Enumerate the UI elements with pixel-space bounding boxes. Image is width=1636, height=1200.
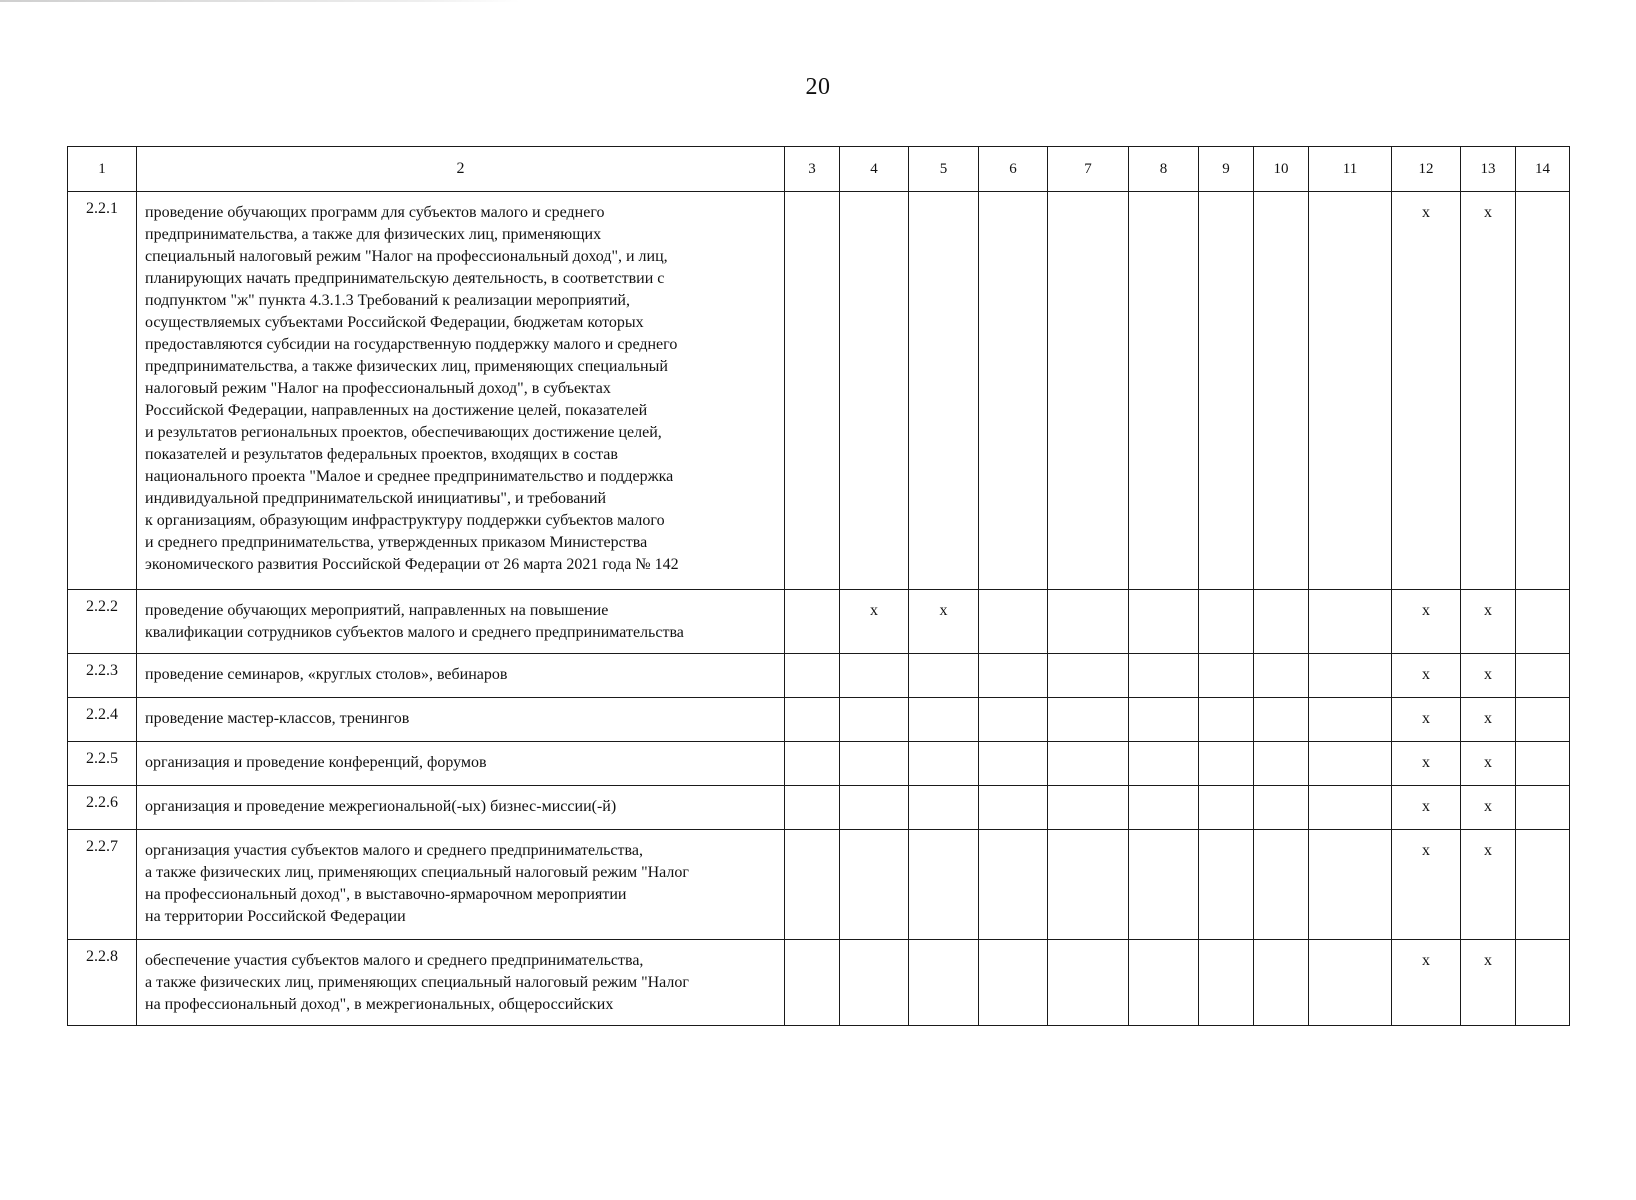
mark-cell-col-13: x	[1461, 192, 1516, 590]
mark-cell-col-3	[785, 830, 840, 940]
mark-cell-col-10	[1254, 654, 1309, 698]
mark-cell-col-14	[1516, 786, 1570, 830]
mark-cell-col-11	[1309, 654, 1392, 698]
description-line: и результатов региональных проектов, обеспечивающих достижение целей,	[145, 424, 662, 441]
mark-cell-col-3	[785, 940, 840, 1026]
row-code: 2.2.1	[68, 192, 137, 590]
table-row	[68, 654, 1570, 698]
row-description	[137, 192, 785, 590]
mark-cell-col-5	[909, 830, 979, 940]
row-code: 2.2.8	[68, 940, 137, 1026]
description-line: к организациям, образующим инфраструктуру поддержки субъектов малого	[145, 512, 665, 529]
mark-cell-col-12: x	[1392, 698, 1461, 742]
mark-cell-col-7	[1048, 830, 1129, 940]
column-header-6: 6	[979, 147, 1048, 192]
mark-cell-col-7	[1048, 786, 1129, 830]
description-line: показателей и результатов федеральных проектов, входящих в состав	[145, 446, 618, 463]
mark-cell-col-10	[1254, 940, 1309, 1026]
description-line: налоговый режим "Налог на профессиональный доход", в субъектах	[145, 380, 611, 397]
description-line: предоставляются субсидии на государственную поддержку малого и среднего	[145, 336, 678, 353]
description-line: планирующих начать предпринимательскую деятельность, в соответствии с	[145, 270, 665, 287]
description-line: квалификации сотрудников субъектов малого и среднего предпринимательства	[145, 624, 684, 641]
mark-cell-col-5	[909, 192, 979, 590]
description-line: и среднего предпринимательства, утвержденных приказом Министерства	[145, 534, 648, 551]
column-header-5: 5	[909, 147, 979, 192]
description-line: Российской Федерации, направленных на достижение целей, показателей	[145, 402, 648, 419]
mark-cell-col-14	[1516, 742, 1570, 786]
column-header-9: 9	[1199, 147, 1254, 192]
column-header-7: 7	[1048, 147, 1129, 192]
description-line: индивидуальной предпринимательской инициативы", и требований	[145, 490, 607, 507]
mark-cell-col-9	[1199, 940, 1254, 1026]
mark-cell-col-4: x	[840, 590, 909, 654]
description-line: подпунктом "ж" пункта 4.3.1.3 Требований к реализации мероприятий,	[145, 292, 630, 309]
mark-cell-col-7	[1048, 742, 1129, 786]
row-code: 2.2.7	[68, 830, 137, 940]
mark-cell-col-13: x	[1461, 940, 1516, 1026]
mark-cell-col-4	[840, 786, 909, 830]
row-description	[137, 590, 785, 654]
mark-cell-col-14	[1516, 830, 1570, 940]
mark-cell-col-8	[1129, 742, 1199, 786]
mark-cell-col-8	[1129, 192, 1199, 590]
description-line: а также физических лиц, применяющих специальный налоговый режим "Налог	[145, 974, 689, 991]
mark-cell-col-8	[1129, 654, 1199, 698]
mark-cell-col-9	[1199, 192, 1254, 590]
mark-cell-col-10	[1254, 830, 1309, 940]
mark-cell-col-7	[1048, 590, 1129, 654]
table-row	[68, 940, 1570, 1026]
mark-cell-col-3	[785, 590, 840, 654]
row-code: 2.2.5	[68, 742, 137, 786]
mark-cell-col-10	[1254, 698, 1309, 742]
mark-cell-col-6	[979, 940, 1048, 1026]
description-line: на территории Российской Федерации	[145, 908, 406, 925]
table-row	[68, 786, 1570, 830]
mark-cell-col-7	[1048, 940, 1129, 1026]
mark-cell-col-4	[840, 192, 909, 590]
column-header-3: 3	[785, 147, 840, 192]
mark-cell-col-3	[785, 698, 840, 742]
mark-cell-col-12: x	[1392, 830, 1461, 940]
mark-cell-col-8	[1129, 698, 1199, 742]
mark-cell-col-6	[979, 786, 1048, 830]
column-header-10: 10	[1254, 147, 1309, 192]
table-body	[68, 192, 1570, 1026]
table-row	[68, 698, 1570, 742]
mark-cell-col-12: x	[1392, 192, 1461, 590]
mark-cell-col-4	[840, 742, 909, 786]
mark-cell-col-5	[909, 786, 979, 830]
mark-cell-col-3	[785, 742, 840, 786]
column-header-2: 2	[137, 147, 785, 192]
mark-cell-col-13: x	[1461, 654, 1516, 698]
mark-cell-col-9	[1199, 742, 1254, 786]
description-line: проведение обучающих мероприятий, направленных на повышение	[145, 602, 609, 619]
mark-cell-col-12: x	[1392, 654, 1461, 698]
table-row	[68, 590, 1570, 654]
row-description	[137, 940, 785, 1026]
description-line: предпринимательства, а также для физических лиц, применяющих	[145, 226, 602, 243]
row-description	[137, 786, 785, 830]
table-header-row	[68, 147, 1570, 192]
scan-edge-line	[0, 0, 520, 2]
mark-cell-col-10	[1254, 590, 1309, 654]
mark-cell-col-9	[1199, 654, 1254, 698]
mark-cell-col-4	[840, 654, 909, 698]
column-header-11: 11	[1309, 147, 1392, 192]
mark-cell-col-11	[1309, 698, 1392, 742]
description-line: на профессиональный доход", в межрегиональных, общероссийских	[145, 996, 614, 1013]
description-line: специальный налоговый режим "Налог на профессиональный доход", и лиц,	[145, 248, 668, 265]
column-header-4: 4	[840, 147, 909, 192]
mark-cell-col-14	[1516, 698, 1570, 742]
page-number: 20	[805, 74, 831, 100]
mark-cell-col-12: x	[1392, 786, 1461, 830]
mark-cell-col-8	[1129, 590, 1199, 654]
mark-cell-col-4	[840, 830, 909, 940]
description-line: обеспечение участия субъектов малого и среднего предпринимательства,	[145, 952, 644, 969]
mark-cell-col-6	[979, 590, 1048, 654]
row-description	[137, 742, 785, 786]
mark-cell-col-7	[1048, 698, 1129, 742]
description-line: проведение обучающих программ для субъектов малого и среднего	[145, 204, 605, 221]
mark-cell-col-8	[1129, 786, 1199, 830]
mark-cell-col-6	[979, 742, 1048, 786]
description-line: экономического развития Российской Федерации от 26 марта 2021 года № 142	[145, 556, 679, 573]
mark-cell-col-10	[1254, 742, 1309, 786]
mark-cell-col-6	[979, 830, 1048, 940]
mark-cell-col-12: x	[1392, 590, 1461, 654]
mark-cell-col-11	[1309, 940, 1392, 1026]
row-description	[137, 654, 785, 698]
column-header-14: 14	[1516, 147, 1570, 192]
column-header-8: 8	[1129, 147, 1199, 192]
mark-cell-col-13: x	[1461, 742, 1516, 786]
description-line: организация и проведение конференций, форумов	[145, 754, 487, 771]
mark-cell-col-14	[1516, 590, 1570, 654]
mark-cell-col-5	[909, 940, 979, 1026]
row-code: 2.2.3	[68, 654, 137, 698]
description-line: проведение мастер-классов, тренингов	[145, 710, 410, 727]
mark-cell-col-9	[1199, 698, 1254, 742]
mark-cell-col-7	[1048, 192, 1129, 590]
mark-cell-col-13: x	[1461, 698, 1516, 742]
mark-cell-col-5	[909, 698, 979, 742]
mark-cell-col-11	[1309, 590, 1392, 654]
mark-cell-col-8	[1129, 940, 1199, 1026]
mark-cell-col-13: x	[1461, 830, 1516, 940]
mark-cell-col-3	[785, 192, 840, 590]
description-line: предпринимательства, а также физических лиц, применяющих специальный	[145, 358, 668, 375]
description-line: национального проекта "Малое и среднее предпринимательство и поддержка	[145, 468, 674, 485]
mark-cell-col-5: x	[909, 590, 979, 654]
row-code: 2.2.6	[68, 786, 137, 830]
mark-cell-col-9	[1199, 786, 1254, 830]
description-line: на профессиональный доход", в выставочно-ярмарочном мероприятии	[145, 886, 627, 903]
mark-cell-col-11	[1309, 742, 1392, 786]
description-line: проведение семинаров, «круглых столов», вебинаров	[145, 666, 508, 683]
mark-cell-col-6	[979, 654, 1048, 698]
column-header-1: 1	[68, 147, 137, 192]
mark-cell-col-11	[1309, 786, 1392, 830]
mark-cell-col-9	[1199, 590, 1254, 654]
mark-cell-col-3	[785, 654, 840, 698]
mark-cell-col-13: x	[1461, 786, 1516, 830]
measures-table	[67, 146, 1570, 1026]
mark-cell-col-6	[979, 698, 1048, 742]
mark-cell-col-6	[979, 192, 1048, 590]
mark-cell-col-5	[909, 654, 979, 698]
description-line: осуществляемых субъектами Российской Федерации, бюджетам которых	[145, 314, 644, 331]
description-line: организация участия субъектов малого и среднего предпринимательства,	[145, 842, 643, 859]
column-header-12: 12	[1392, 147, 1461, 192]
mark-cell-col-14	[1516, 192, 1570, 590]
mark-cell-col-4	[840, 940, 909, 1026]
row-description	[137, 830, 785, 940]
description-line: организация и проведение межрегиональной(-ых) бизнес-миссии(-й)	[145, 798, 617, 815]
mark-cell-col-3	[785, 786, 840, 830]
mark-cell-col-11	[1309, 830, 1392, 940]
row-code: 2.2.2	[68, 590, 137, 654]
description-line: а также физических лиц, применяющих специальный налоговый режим "Налог	[145, 864, 689, 881]
mark-cell-col-9	[1199, 830, 1254, 940]
mark-cell-col-8	[1129, 830, 1199, 940]
mark-cell-col-12: x	[1392, 742, 1461, 786]
mark-cell-col-5	[909, 742, 979, 786]
row-description	[137, 698, 785, 742]
mark-cell-col-10	[1254, 786, 1309, 830]
mark-cell-col-11	[1309, 192, 1392, 590]
mark-cell-col-4	[840, 698, 909, 742]
mark-cell-col-12: x	[1392, 940, 1461, 1026]
column-header-13: 13	[1461, 147, 1516, 192]
table-row	[68, 742, 1570, 786]
table-row	[68, 830, 1570, 940]
mark-cell-col-14	[1516, 940, 1570, 1026]
table-row	[68, 192, 1570, 590]
mark-cell-col-13: x	[1461, 590, 1516, 654]
row-code: 2.2.4	[68, 698, 137, 742]
mark-cell-col-14	[1516, 654, 1570, 698]
mark-cell-col-10	[1254, 192, 1309, 590]
mark-cell-col-7	[1048, 654, 1129, 698]
